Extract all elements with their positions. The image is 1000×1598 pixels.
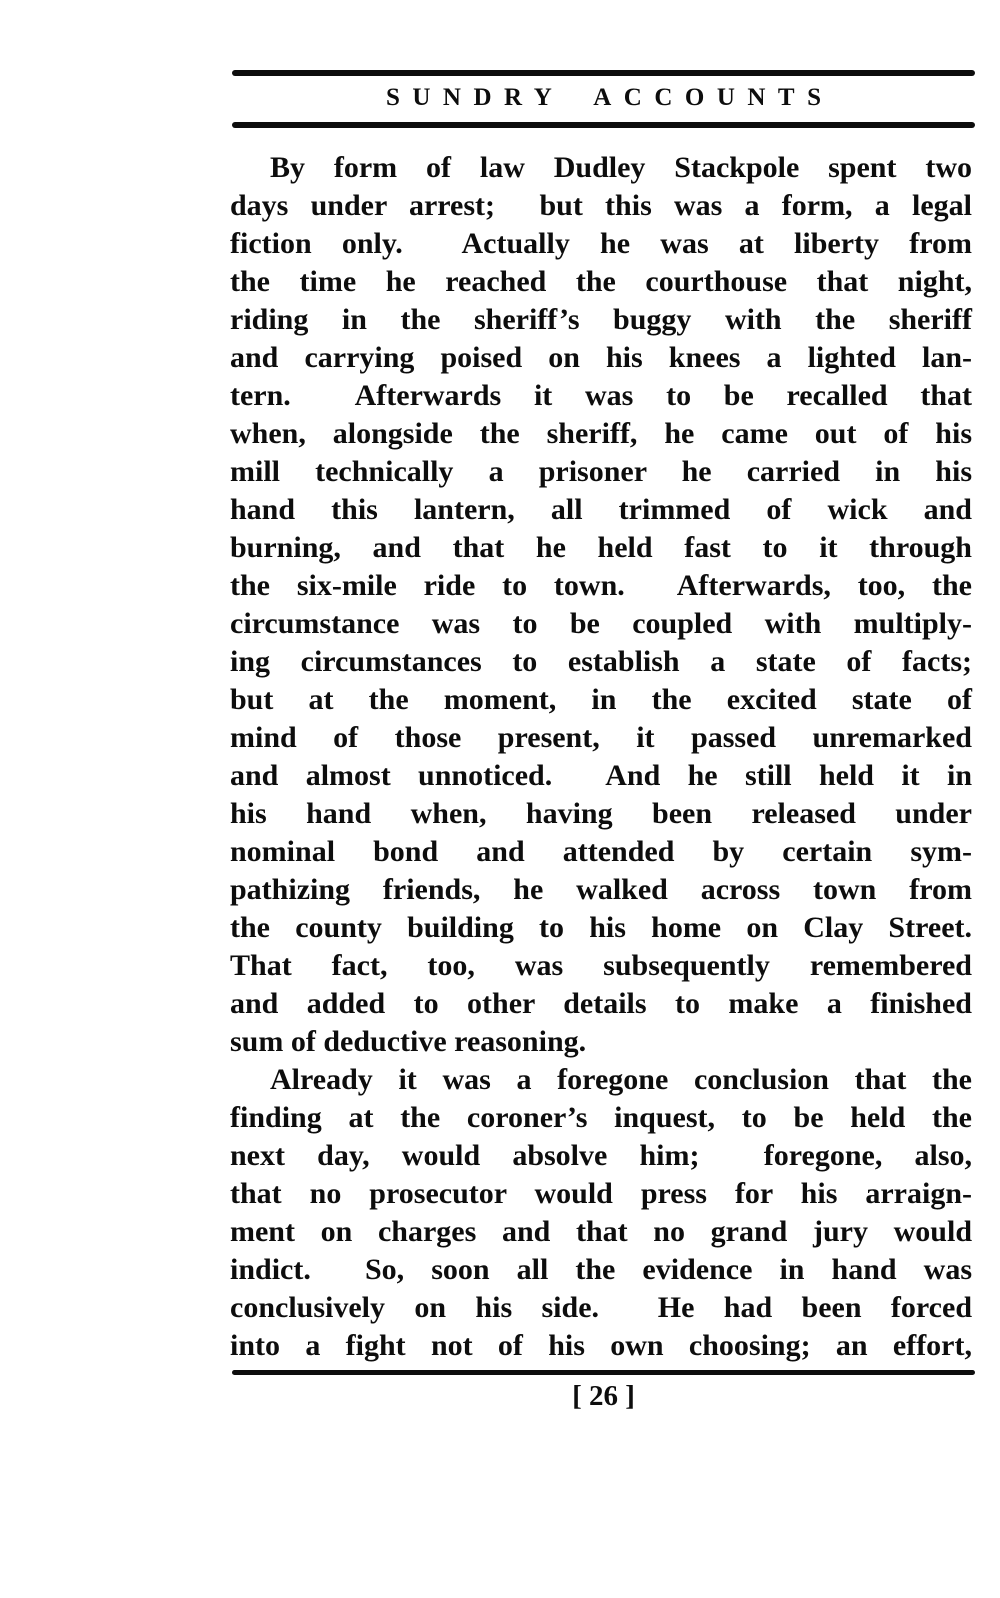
text-line: days under arrest; but this was a form, a legal bbox=[230, 189, 972, 222]
text-line: burning, and that he held fast to it through bbox=[230, 531, 972, 564]
text-line: indict. So, soon all the evidence in hand was bbox=[230, 1253, 972, 1286]
page-number: [ 26 ] bbox=[572, 1380, 635, 1412]
text-line: next day, would absolve him; foregone, also, bbox=[230, 1139, 972, 1172]
text-line: and almost unnoticed. And he still held it in bbox=[230, 759, 972, 792]
text-line: and added to other details to make a finished bbox=[230, 987, 972, 1020]
text-line: That fact, too, was subsequently remembered bbox=[230, 949, 972, 982]
text-line: riding in the sheriff’s buggy with the sheriff bbox=[230, 303, 972, 336]
text-line: fiction only. Actually he was at liberty from bbox=[230, 227, 972, 260]
text-line: ment on charges and that no grand jury would bbox=[230, 1215, 972, 1248]
text-line: Already it was a foregone conclusion that the bbox=[270, 1063, 972, 1096]
text-line: but at the moment, in the excited state of bbox=[230, 683, 972, 716]
paragraph bbox=[230, 1061, 972, 1365]
text-line: his hand when, having been released under bbox=[230, 797, 972, 830]
header-rule-top bbox=[232, 70, 975, 76]
text-line: mill technically a prisoner he carried in his bbox=[230, 455, 972, 488]
text-line: that no prosecutor would press for his arraign- bbox=[230, 1177, 972, 1210]
header-rule-bottom bbox=[232, 122, 975, 128]
text-line: and carrying poised on his knees a lighted lan- bbox=[230, 341, 972, 374]
footer-rule bbox=[232, 1370, 975, 1375]
text-line: when, alongside the sheriff, he came out of his bbox=[230, 417, 972, 450]
text-line: finding at the coroner’s inquest, to be held the bbox=[230, 1101, 972, 1134]
text-line: the six-mile ride to town. Afterwards, too, the bbox=[230, 569, 972, 602]
text-line: By form of law Dudley Stackpole spent two bbox=[270, 151, 972, 184]
body-text bbox=[230, 149, 972, 1365]
text-line: conclusively on his side. He had been forced bbox=[230, 1291, 972, 1324]
text-line: nominal bond and attended by certain sym- bbox=[230, 835, 972, 868]
text-line: the time he reached the courthouse that night, bbox=[230, 265, 972, 298]
text-line: the county building to his home on Clay Street. bbox=[230, 911, 972, 944]
text-line: hand this lantern, all trimmed of wick and bbox=[230, 493, 972, 526]
paragraph bbox=[230, 149, 972, 1061]
text-line: mind of those present, it passed unremarked bbox=[230, 721, 972, 754]
running-header: SUNDRY ACCOUNTS bbox=[385, 84, 834, 111]
text-line: into a fight not of his own choosing; an effort, bbox=[230, 1329, 972, 1362]
text-line: circumstance was to be coupled with multiply- bbox=[230, 607, 972, 640]
text-line: pathizing friends, he walked across town from bbox=[230, 873, 972, 906]
text-line: ing circumstances to establish a state of facts; bbox=[230, 645, 972, 678]
text-line: sum of deductive reasoning. bbox=[230, 1025, 587, 1058]
text-line: tern. Afterwards it was to be recalled that bbox=[230, 379, 972, 412]
